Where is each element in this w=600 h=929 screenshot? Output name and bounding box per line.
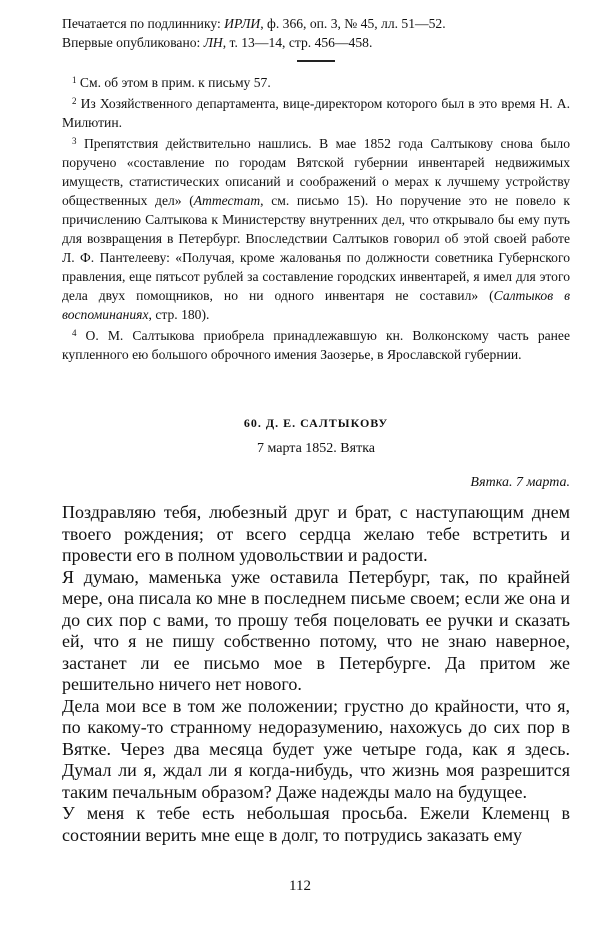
letter-paragraph: У меня к тебе есть небольшая просьба. Ежели Клеменц в состоянии верить мне еще в долг, то потрудись заказать ему: [62, 803, 570, 845]
letter-date: 7 марта 1852. Вятка: [257, 441, 375, 456]
footnote-4: $^4$ О. М. Салтыкова приобрела принадлежавшую кн. Волконскому часть ранее купленного ею большого оброчного имения Заозерье, в Ярославской губернии.: [62, 328, 570, 362]
page-number: 112: [289, 878, 311, 894]
page-content: [62, 14, 570, 846]
letter-paragraph: Я думаю, маменька уже оставила Петербург, так, по крайней мере, она писала ко мне в последнем письме своем; если же она и до сих пор с вами, то прошу тебя поцеловать ее ручки и сказать ей, что я не пишу собственно потому, что не знаю наверное, застанет ли ее письмо мое в Петербурге. Да притом же решительно ничего нет нового.: [62, 566, 570, 694]
footnote-3: $^3$ Препятствия действительно нашлись. В мае 1852 года Салтыкову снова было поручено «составление по городам Вятской губернии инвентарей недвижимых имуществ, статистических описаний и соображений о мерах к лучшему устройству общественных дел» (Аттестат, см. письмо 15). Но поручение это не повело к причислению Салтыкова к Министерству внутренних дел, что открывало бы ему путь для возвращения в Петербург. Впоследствии Салтыков говорил об этой своей работе Л. Ф. Пантелееву: «Получая, кроме жалованья по должности советника Губернского правления, еще пятьсот рублей за составление городских инвентарей, я имел для этого дела двух помощников, но ни одного инвентаря не составил» (Салтыков в воспоминаниях, стр. 180).: [62, 136, 570, 322]
footnote-2: $^2$ Из Хозяйственного департамента, вице-директором которого был в это время Н. А. Милютин.: [62, 96, 570, 130]
footnote-divider: [297, 60, 335, 62]
letter-place-date: Вятка. 7 марта.: [470, 475, 570, 490]
source-line-2: Впервые опубликовано: ЛН, т. 13—14, стр. 456—458.: [62, 35, 373, 50]
source-line-1: Печатается по подлиннику: ИРЛИ, ф. 366, оп. 3, № 45, лл. 51—52.: [62, 16, 446, 31]
letter-title: 60. Д. Е. САЛТЫКОВУ: [243, 416, 389, 430]
letter-paragraph: Дела мои все в том же положении; грустно до крайности, что я, по какому-то странному недоразумению, нахожусь до сих пор в Вятке. Через два месяца будет уже четыре года, как я здесь. Думал ли я, ждал ли я когда-нибудь, что жизнь моя разрешится таким печальным образом? Даже надежды мало на будущее.: [62, 695, 570, 802]
letter-paragraph: Поздравляю тебя, любезный друг и брат, с наступающим днем твоего рождения; от всего сердца желаю тебе встретить и провести его в полном удовольствии и радости.: [62, 502, 570, 565]
footnote-1: $^1$ См. об этом в прим. к письму 57.: [72, 75, 271, 90]
